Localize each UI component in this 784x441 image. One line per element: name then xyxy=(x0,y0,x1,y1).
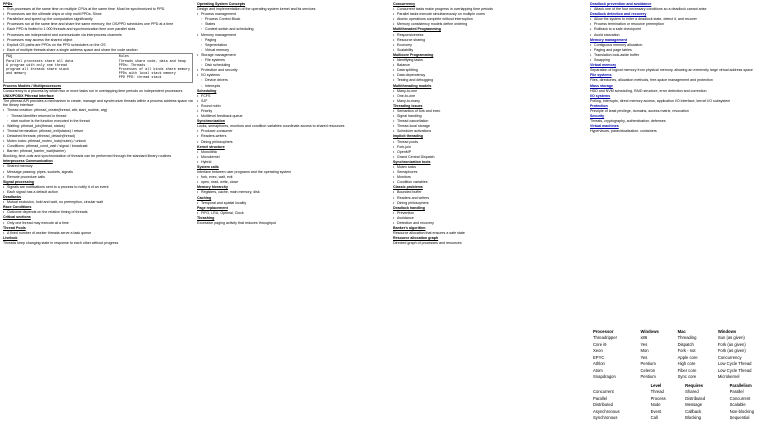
code-line: and memory xyxy=(6,72,27,77)
list-item: • Processes are independent and communicate via interprocess channels xyxy=(3,33,193,38)
table-cell: Concurrent xyxy=(593,389,614,395)
list-item: • Many-to-many xyxy=(393,99,583,104)
list-item: • Storage management xyxy=(197,53,387,58)
list-item: • OpenMP xyxy=(393,150,583,155)
table-cell: Low Cycle Thread xyxy=(717,367,752,373)
paragraph: Threats, cryptography, authentication, defenses xyxy=(590,119,666,124)
section-heading: Multithreading models xyxy=(393,83,432,88)
sub-list-item: ◦ Process Control Block xyxy=(197,17,387,22)
paragraph: Locks, semaphores, monitors and condition variables coordinate access to shared resources xyxy=(197,124,345,129)
list-item: • Many-to-one xyxy=(393,89,583,94)
list-item: • Monolithic xyxy=(197,150,387,155)
code-line: P&Q xyxy=(6,55,13,60)
list-item: • Readers-writers xyxy=(197,134,387,139)
section-heading: Deadlocks xyxy=(3,195,21,200)
table-cell: Threading xyxy=(677,335,697,341)
list-item: • Allow the system to enter a deadlock state, detect it, and recover xyxy=(590,17,780,22)
section-heading: Caching xyxy=(197,195,212,200)
column-3 xyxy=(393,2,583,247)
paragraph: Separation of logical memory from physical memory, allowing an extremely large virtual address space xyxy=(590,68,753,73)
sub-list-item: ◦ Device drivers xyxy=(197,78,387,83)
list-item: • open, read, write, close xyxy=(197,180,387,185)
section-heading: Threading issues xyxy=(393,103,423,108)
list-item: • FCFS xyxy=(197,94,387,99)
list-item: • Detached threads: pthread_detach(thread) xyxy=(3,134,193,139)
list-item: • Thread cancellation xyxy=(393,119,583,124)
list-item: • Parallel tasks execute simultaneously on multiple cores xyxy=(393,12,583,17)
list-item: • Process termination or resource preemption xyxy=(590,22,780,27)
list-item: • Conditions: pthread_cond_wait / signal / broadcast xyxy=(3,144,193,149)
list-item: • Resource sharing xyxy=(393,38,583,43)
list-item: • Thread-local storage xyxy=(393,124,583,129)
list-item: • Semantics of fork and exec xyxy=(393,109,583,114)
table-cell: EPYC xyxy=(593,354,605,360)
list-item: • Run processes at the same time on multiple CPUs at the same time. Must be synchronized to PPD. xyxy=(3,7,193,12)
section-heading: System calls xyxy=(197,165,219,169)
section-heading: Multithreaded Programming xyxy=(393,27,441,32)
list-item: • Avoid starvation xyxy=(590,33,780,38)
table-cell: Sequential xyxy=(729,415,750,421)
list-item: • Fork-join xyxy=(393,145,583,150)
column-header: Level xyxy=(650,382,662,388)
table-cell: Node xyxy=(650,402,661,408)
table-cell: Fiber core xyxy=(677,367,697,373)
list-item: • Microkernel xyxy=(197,155,387,160)
paragraph: The pthread API provides a mechanism to create, manage and synchronize threads within a process address space via the library interface xyxy=(3,98,193,108)
column-header: Parallelism xyxy=(729,382,752,388)
code-line: Parallel processes share all data xyxy=(6,59,74,64)
table-cell: Dispatch xyxy=(677,341,694,347)
table-cell: Asynchronous xyxy=(593,408,620,414)
table-cell: Fork - not xyxy=(677,348,696,354)
sub-list-item: ◦ Disk scheduling xyxy=(197,63,387,68)
table-cell: Sun (as given) xyxy=(717,335,745,341)
sub-list-item: ◦ Virtual memory xyxy=(197,48,387,53)
table-cell: Atom xyxy=(593,367,603,373)
section-heading: File systems xyxy=(590,73,612,78)
sub-list-item: ◦ Paging xyxy=(197,38,387,43)
code-line: PPDs with local stack memory xyxy=(118,72,176,77)
table-cell: Athlon xyxy=(593,361,605,367)
table-cell: Distributed xyxy=(685,395,706,401)
list-item: • Shared memory xyxy=(3,164,193,169)
comparison-table-2 xyxy=(592,382,782,421)
list-item: • Dining philosophers xyxy=(197,140,387,145)
table-cell: Event xyxy=(650,408,662,414)
list-item: • Responsiveness xyxy=(393,33,583,38)
list-item: • Contiguous memory allocation xyxy=(590,43,780,48)
list-item: • Processes may access the shared object xyxy=(3,38,193,43)
section-heading: Operating System Concepts xyxy=(197,2,246,6)
table-cell: x86 xyxy=(640,335,648,341)
list-item: • I/O systems xyxy=(197,73,387,78)
list-item: • Attack one of the four necessary conditions so a deadlock cannot arise xyxy=(590,7,780,12)
list-item: • Outcome depends on the relative timing of threads xyxy=(3,210,193,215)
table-cell: Process xyxy=(650,395,666,401)
list-item: • Grand Central Dispatch xyxy=(393,155,583,160)
paragraph: Concurrency is a process by which two or more tasks run in overlapping time periods on independent processors xyxy=(3,88,183,93)
code-block xyxy=(3,53,193,82)
table-cell: Distributed xyxy=(593,402,614,408)
table-cell: Parallel xyxy=(729,389,744,395)
list-item: • Atomic operations complete without interruption xyxy=(393,17,583,22)
list-item: • Identifying tasks xyxy=(393,58,583,63)
section-heading: Deadlock detection and recovery xyxy=(590,12,647,17)
section-heading: Livelock xyxy=(3,235,18,240)
table-cell: Low Cycle Thread xyxy=(717,361,752,367)
column-header: Requires xyxy=(685,382,704,388)
section-heading: Scheduling xyxy=(197,88,217,93)
column-2 xyxy=(197,2,387,226)
table-cell: Yes xyxy=(640,341,648,347)
table-cell: Concurrent xyxy=(729,395,751,401)
list-item: • SJF xyxy=(197,99,387,104)
list-item: • Thread termination: pthread_exit(status) / return xyxy=(3,129,193,134)
section-heading: Virtual machines xyxy=(590,124,619,129)
section-heading: Critical sections xyxy=(3,215,31,220)
list-item: • Barrier: pthread_barrier_wait(barrier) xyxy=(3,149,193,154)
paragraph: Directed graph of processes and resources xyxy=(393,241,462,246)
section-heading: Race Conditions xyxy=(3,205,32,210)
code-line: Threads share code, data and heap xyxy=(118,59,186,64)
paragraph: Files, directories, allocation methods, free-space management and protection xyxy=(590,78,713,83)
paragraph: Resource allocation that ensures a safe state xyxy=(393,231,465,236)
table-cell: Sync core xyxy=(677,374,697,380)
section-heading: Signal processing xyxy=(3,179,34,184)
paragraph: Threads keep changing state in response to each other without progress xyxy=(3,240,119,245)
section-heading: Resource allocation graph xyxy=(393,236,439,241)
section-heading: Thread Pools xyxy=(3,225,26,230)
list-item: • A fixed number of worker threads serve a task queue xyxy=(3,231,193,236)
list-item: • Processors are the ultimate chips or chip multi PPDs. Since xyxy=(3,12,193,17)
list-item: • Each signal has a default action xyxy=(3,190,193,195)
list-item: • Detection and recovery xyxy=(393,221,583,226)
table-cell: Concurrency xyxy=(717,354,742,360)
sub-list-item: ◦ Interrupts xyxy=(197,84,387,89)
table-cell: High core xyxy=(677,361,696,367)
table-cell: Snapdragon xyxy=(593,374,616,380)
paragraph: Interface between user programs and the operating system xyxy=(197,170,292,175)
table-cell: Apple core xyxy=(677,354,698,360)
table-cell: Celeron xyxy=(640,367,656,373)
section-heading: Kernel structure xyxy=(197,144,225,149)
section-heading: Memory management xyxy=(590,37,627,42)
list-item: • Translation look-aside buffer xyxy=(590,53,780,58)
list-item: • Avoidance xyxy=(393,216,583,221)
list-item: • Processes run at the same time and share the same memory; the OS/PPD schedules one PPD at a time xyxy=(3,22,193,27)
section-heading: I/O systems xyxy=(590,93,611,98)
list-item: • Bounded buffer xyxy=(393,190,583,195)
paragraph: Design and implementation of the operating system kernel and its services xyxy=(197,7,316,12)
list-item: • Economy xyxy=(393,43,583,48)
list-item: • Testing and debugging xyxy=(393,78,583,83)
list-item: • Remote procedure calls xyxy=(3,175,193,180)
section-heading: UNIX/POSIX Pthread Interface xyxy=(3,93,54,98)
list-item: • Scheduler activations xyxy=(393,129,583,134)
table-cell: Thread xyxy=(650,389,664,395)
list-item: • Balance xyxy=(393,63,583,68)
list-item: • Mutex locks: pthread_mutex_lock(mutex) / unlock xyxy=(3,139,193,144)
table-cell: Call xyxy=(650,415,658,421)
list-item: • Parallelize and speed up the computation significantly xyxy=(3,17,193,22)
table-cell: Fork (as given) xyxy=(717,348,746,354)
comparison-table-1 xyxy=(592,328,782,380)
sub-list-item: ◦ start routine is the function executed in the thread xyxy=(3,119,193,124)
list-item: • Paging and page tables xyxy=(590,48,780,53)
list-item: • FIFO, LRU, Optimal, Clock xyxy=(197,211,387,216)
list-item: • Data splitting xyxy=(393,68,583,73)
table-row xyxy=(592,374,782,381)
list-item: • Priority xyxy=(197,109,387,114)
sub-list-item: ◦ States xyxy=(197,22,387,27)
list-item: • Hybrid xyxy=(197,160,387,165)
list-item: • Thread pools xyxy=(393,140,583,145)
sub-list-item: ◦ Context switch and scheduling xyxy=(197,27,387,32)
section-heading: Process Models / Multiprocessors xyxy=(3,83,62,88)
list-item: • fork, exec, wait, exit xyxy=(197,175,387,180)
column-4 xyxy=(590,2,780,134)
table-cell: Core i9 xyxy=(593,341,607,347)
section-heading: Concurrency xyxy=(393,2,416,6)
list-item: • Readers and writers xyxy=(393,196,583,201)
list-item: • Data dependency xyxy=(393,73,583,78)
list-item: • Mutual exclusion, hold and wait, no preemption, circular wait xyxy=(3,200,193,205)
section-heading: Security xyxy=(590,114,605,119)
section-heading: Virtual memory xyxy=(590,63,617,68)
section-heading: Implicit threading xyxy=(393,134,423,139)
table-cell: Pentium xyxy=(640,361,656,367)
list-item: • Signals are notifications sent to a process to notify it of an event xyxy=(3,185,193,190)
table-cell: Mon xyxy=(640,348,649,354)
list-item: • Monitors xyxy=(393,175,583,180)
list-item: • Memory management xyxy=(197,33,387,38)
code-block-right xyxy=(119,55,190,80)
paragraph: Excessive paging activity that reduces throughput xyxy=(197,221,276,226)
list-item: • Producer-consumer xyxy=(197,129,387,134)
section-heading: Protection xyxy=(590,103,608,108)
sub-list-item: ◦ Segmentation xyxy=(197,43,387,48)
code-line: program all threads share stack xyxy=(6,67,70,72)
paragraph: Principle of least privilege, domains, access matrix, revocation xyxy=(590,108,689,113)
code-block-left xyxy=(6,55,73,80)
column-1 xyxy=(3,2,193,246)
list-item: • Only one thread may execute at a time xyxy=(3,221,193,226)
code-line: PPDs: Threads xyxy=(118,63,146,68)
table-row xyxy=(592,415,782,422)
section-heading: Synchronization xyxy=(197,119,225,124)
list-item: • Protection and security xyxy=(197,68,387,73)
sub-list-item: ◦ Thread identifier returned in thread xyxy=(3,114,193,119)
table-cell: Synchronous xyxy=(593,415,618,421)
column-header: Processor xyxy=(593,328,614,334)
section-heading: Synchronization tools xyxy=(393,159,431,164)
list-item: • Swapping xyxy=(590,58,780,63)
section-heading: Banker's algorithm xyxy=(393,226,426,231)
list-item: • Waiting: pthread_join(thread, status) xyxy=(3,124,193,129)
code-line: Processes of all kinds share memory xyxy=(118,67,190,72)
code-line: Rules xyxy=(118,55,129,60)
section-heading: Page replacement xyxy=(197,205,228,210)
section-heading: Multicore Programming xyxy=(393,52,434,57)
list-item: • Explicit OS paths are PPDs on the PPD schedulers on the OS xyxy=(3,43,193,48)
list-item: • Memory consistency models define ordering xyxy=(393,22,583,27)
section-heading: Classic problems xyxy=(393,185,423,190)
list-item: • Multilevel feedback queue xyxy=(197,114,387,119)
list-item: • Prevention xyxy=(393,211,583,216)
column-header: Windows xyxy=(640,328,659,334)
table-cell: Microkernel xyxy=(717,374,740,380)
table-cell: Threadripper xyxy=(593,335,617,341)
section-heading: Deadlock handling xyxy=(393,205,425,210)
list-item: • Temporal and spatial locality xyxy=(197,201,387,206)
list-item: • One-to-one xyxy=(393,94,583,99)
list-item: • Mutex locks xyxy=(393,165,583,170)
paragraph: Hypervisors, paravirtualization, containers xyxy=(590,129,657,134)
code-line: A program with only one thread xyxy=(6,63,68,68)
paragraph: Polling, interrupts, direct memory access, application I/O interface, kernel I/O subsystem xyxy=(590,98,731,103)
section-heading: Memory hierarchy xyxy=(197,185,228,190)
list-item: • Round robin xyxy=(197,104,387,109)
list-item: • Message passing: pipes, sockets, signals xyxy=(3,170,193,175)
table-cell: Callback xyxy=(685,408,702,414)
table-cell: Yes xyxy=(640,354,648,360)
list-item: • Registers, cache, main memory, disk xyxy=(197,190,387,195)
paragraph: HDD and NVM scheduling, RAID structure, error detection and correction xyxy=(590,88,707,93)
table-cell: Scalable xyxy=(729,402,746,408)
column-header: Windows xyxy=(717,328,737,334)
code-line: PPD PPD: thread stack xyxy=(118,76,162,81)
section-heading: Interprocess Communication xyxy=(3,159,53,164)
list-item: • Signal handling xyxy=(393,114,583,119)
table-cell: Pentium xyxy=(640,374,656,380)
section-heading: Mass storage xyxy=(590,83,613,88)
table-cell: Xeon xyxy=(593,348,603,354)
list-item: • Scalability xyxy=(393,48,583,53)
list-item: • Process management xyxy=(197,12,387,17)
section-heading: Deadlock prevention and avoidance xyxy=(590,2,652,6)
list-item: • Condition variables xyxy=(393,180,583,185)
paragraph: Blocking, time-outs and synchronization of threads can be performed through the standard library routines xyxy=(3,154,172,159)
table-cell: Parallel xyxy=(593,395,607,401)
list-item: • Rollback to a safe checkpoint xyxy=(590,27,780,32)
list-item: • Semaphores xyxy=(393,170,583,175)
table-cell: Fork (as given) xyxy=(717,341,746,347)
list-item: • Thread creation: pthread_create(thread, attr, start_routine, arg) xyxy=(3,108,193,113)
list-item: • Dining philosophers xyxy=(393,201,583,206)
section-heading: PPDs xyxy=(3,2,13,6)
table-cell: Shared xyxy=(685,389,699,395)
table-cell: Blocking xyxy=(685,415,701,421)
list-item: • Concurrent tasks make progress in overlapping time periods xyxy=(393,7,583,12)
list-item: • Each of multiple threads share a single address space and share the code section xyxy=(3,48,193,53)
column-header: Mac xyxy=(677,328,686,334)
list-item: • Each PPD is limited to 1 000 threads and synchronization time over parallel slots xyxy=(3,27,193,32)
table-cell: Message xyxy=(685,402,703,408)
table-cell: Non-blocking xyxy=(729,408,755,414)
section-heading: Thrashing xyxy=(197,215,215,220)
sub-list-item: ◦ File systems xyxy=(197,58,387,63)
